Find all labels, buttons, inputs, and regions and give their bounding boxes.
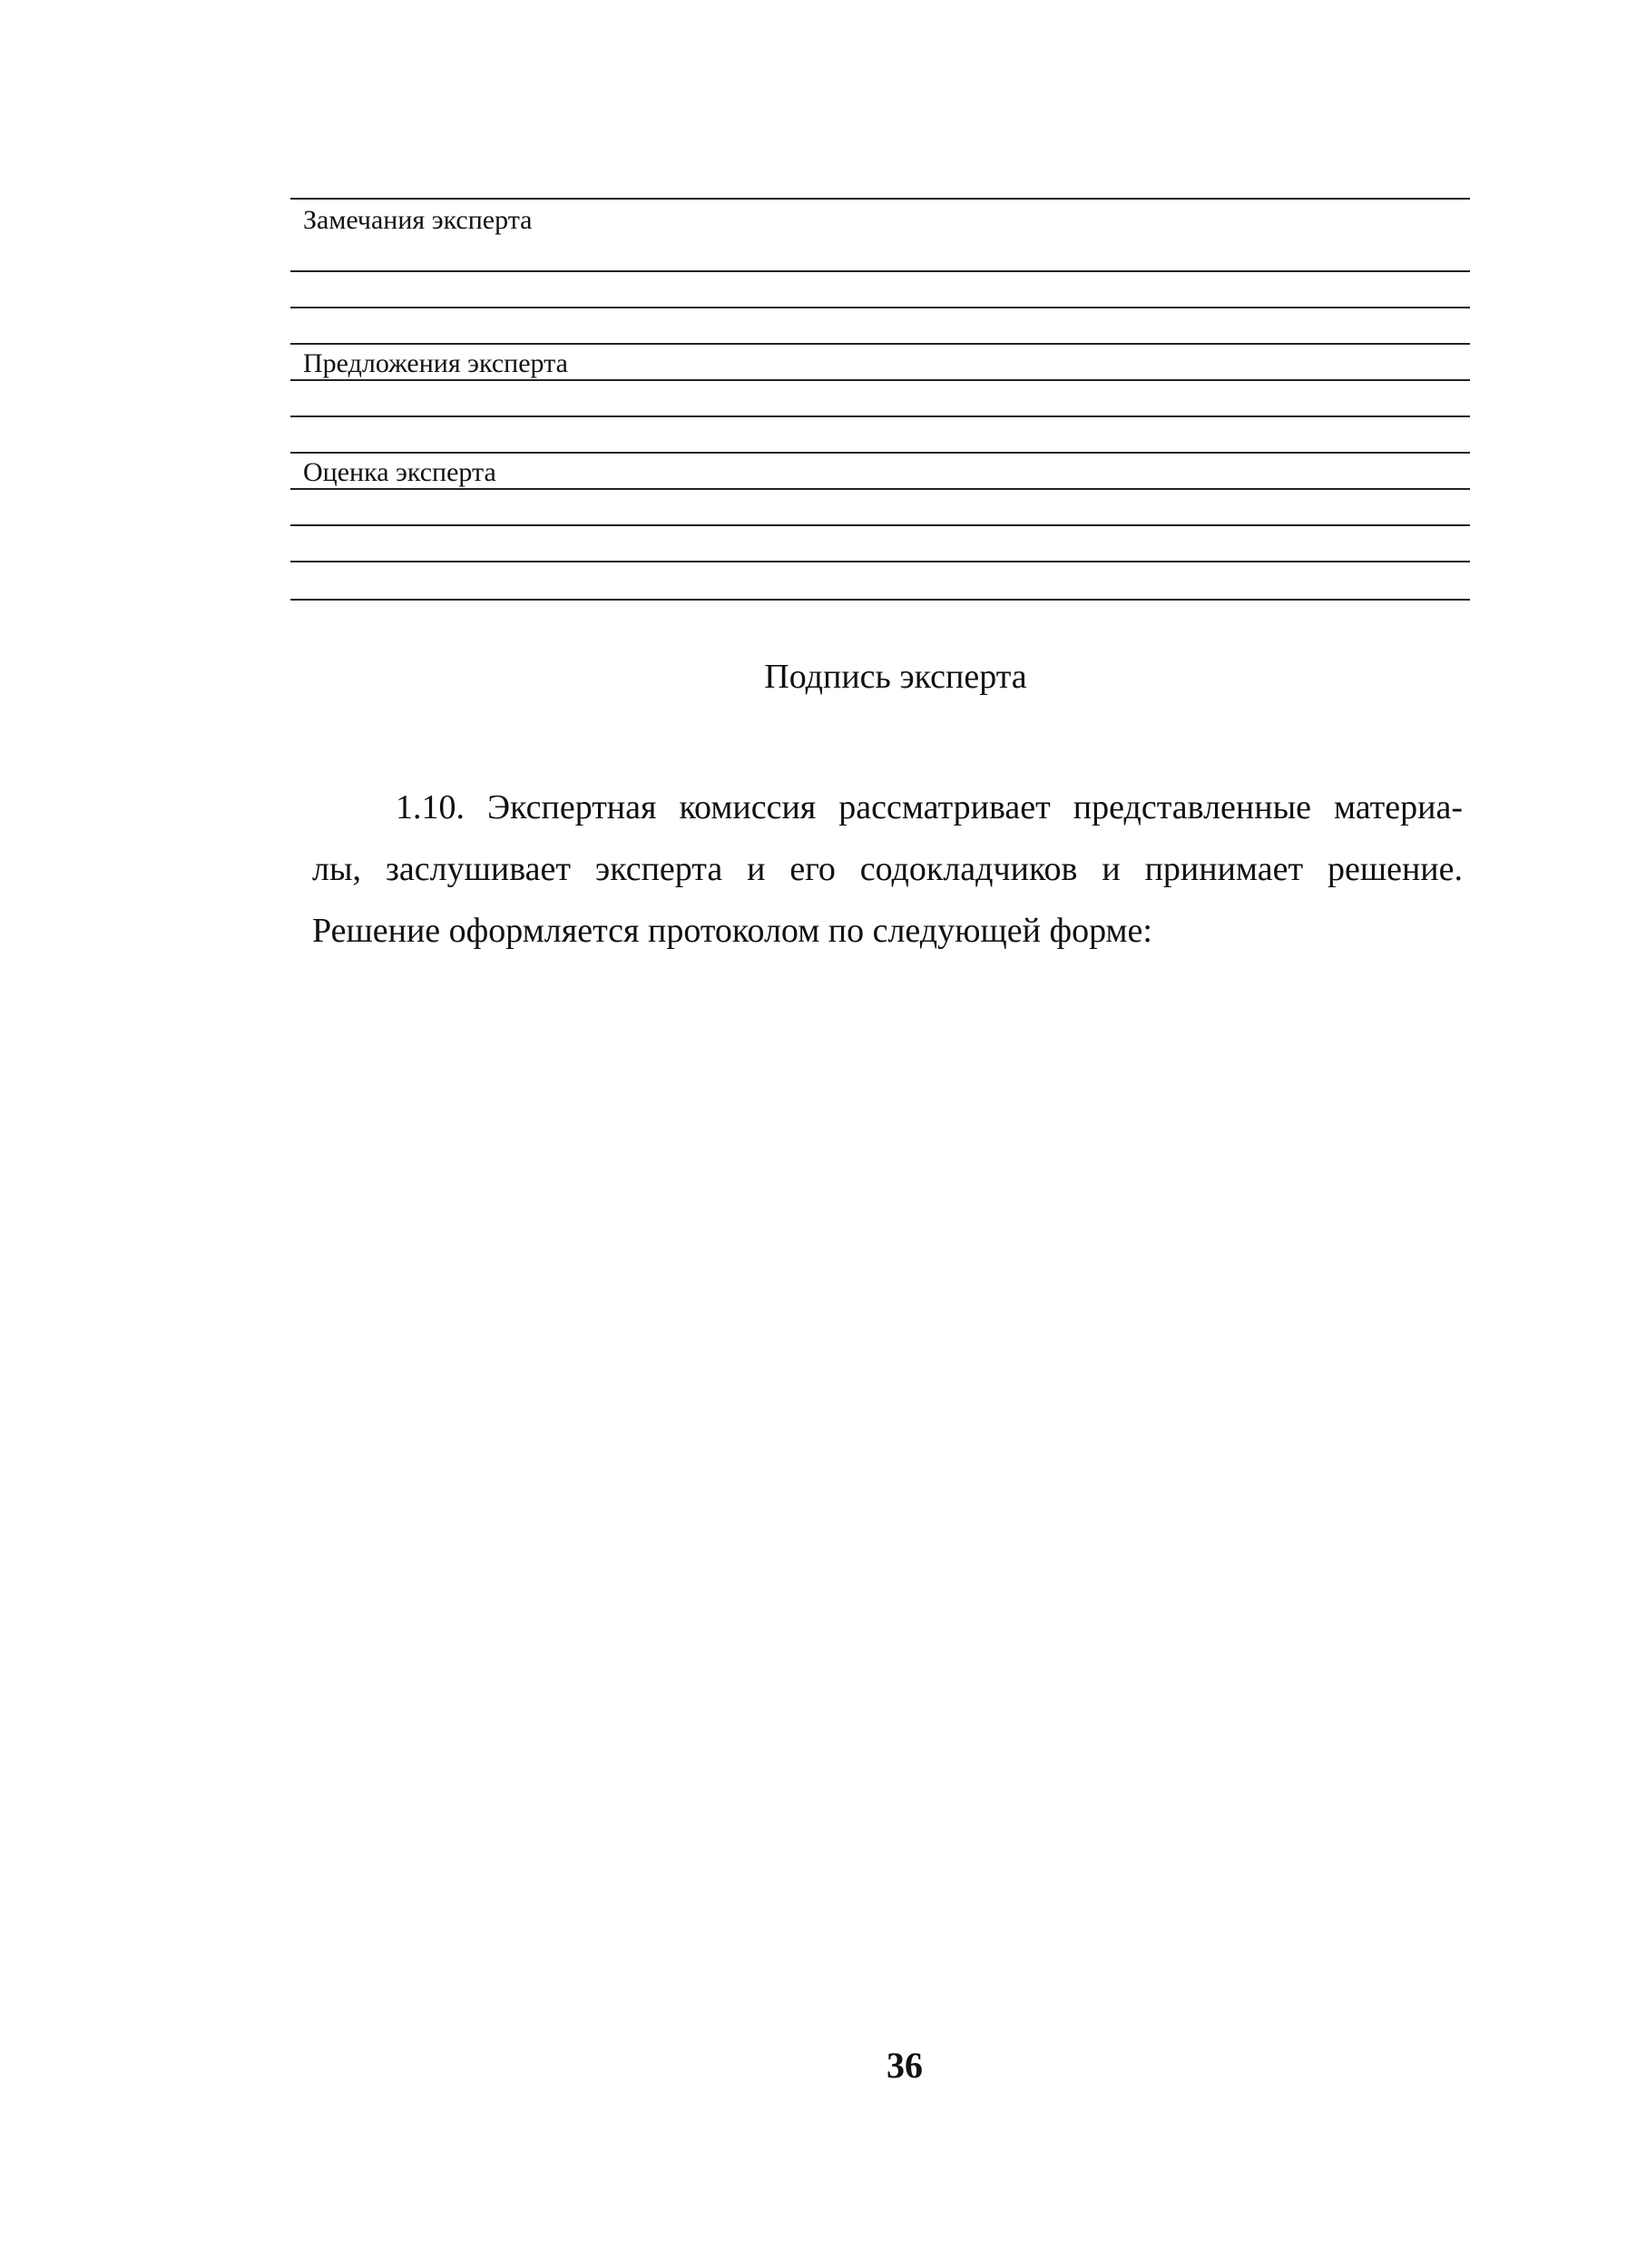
signature-label: Подпись эксперта [764, 658, 1027, 696]
proposals-line [290, 452, 1470, 454]
assessment-line [290, 561, 1470, 562]
proposals-line [290, 415, 1470, 417]
paragraph-line: лы, заслушивает эксперта и его содокладчиков и принимает решение. [312, 850, 1463, 888]
assessment-line [290, 599, 1470, 601]
page-number: 36 [887, 2045, 923, 2086]
remarks-line [290, 270, 1470, 272]
assessment-label: Оценка эксперта [303, 457, 496, 487]
remarks-label: Замечания эксперта [303, 205, 533, 235]
body-paragraph [312, 777, 1463, 962]
proposals-label: Предложения эксперта [303, 348, 568, 378]
assessment-line [290, 488, 1470, 490]
form-rule [290, 198, 1470, 200]
paragraph-line: 1.10. Экспертная комиссия рассматривает представленные материа- [396, 788, 1463, 826]
remarks-line [290, 307, 1470, 308]
paragraph-line: Решение оформляется протоколом по следующей форме: [312, 912, 1152, 950]
assessment-line [290, 524, 1470, 526]
remarks-line [290, 343, 1470, 345]
proposals-line [290, 379, 1470, 381]
